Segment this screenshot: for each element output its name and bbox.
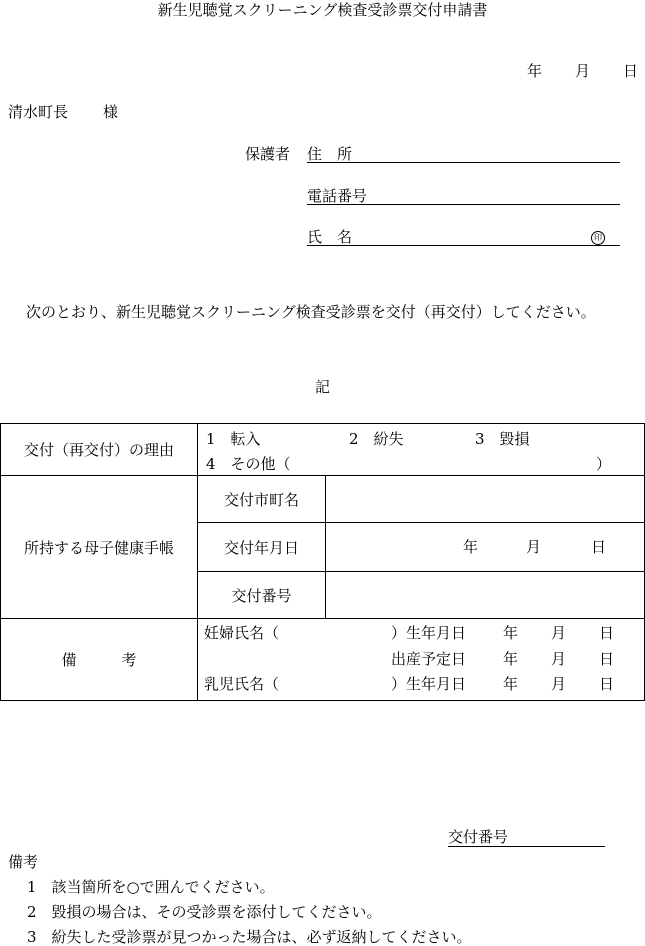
reason-other[interactable]: 4 その他（ [206, 455, 291, 473]
reason-label-cell [1, 424, 198, 476]
remarks-label-cell [1, 619, 198, 701]
handbook-label-cell [1, 476, 198, 619]
handbook-label: 所持する母子健康手帳 [23, 538, 174, 557]
mother-birth-label: ）生年月日 [391, 624, 467, 642]
due-date-year: 年 [503, 650, 519, 668]
form-title: 新生児聴覚スクリーニング検査受診票交付申請書 [157, 1, 488, 19]
footer-issue-number-field[interactable] [448, 830, 605, 847]
date-day: 日 [623, 62, 639, 80]
mother-birth-month: 月 [551, 624, 567, 642]
address-label: 住 所 [307, 145, 353, 163]
note-item-2: 2 毀損の場合は、その受診票を添付してください。 [27, 903, 382, 921]
reason-lost[interactable]: 2 紛失 [349, 430, 404, 448]
phone-label: 電話番号 [307, 187, 368, 205]
request-text: 次のとおり、新生児聴覚スクリーニング検査受診票を交付（再交付）してください。 [26, 303, 596, 321]
infant-birth-label: ）生年月日 [391, 675, 467, 693]
name-field[interactable] [307, 230, 620, 246]
addressee-honorific: 様 [103, 103, 119, 121]
date-year: 年 [527, 62, 543, 80]
remarks-label: 備 考 [61, 651, 137, 669]
reason-other-close: ） [596, 455, 612, 473]
due-date-label: 出産予定日 [391, 650, 467, 668]
issuer-city-input[interactable] [326, 476, 645, 523]
footer-issue-number-label: 交付番号 [448, 828, 509, 846]
remarks-cell[interactable] [198, 619, 645, 701]
issue-date-month: 月 [526, 538, 542, 556]
note-item-1: 1 該当箇所を○で囲んでください。 [27, 878, 275, 896]
mother-name: 妊婦氏名（ [204, 624, 280, 642]
guardian-label: 保護者 [245, 145, 291, 163]
infant-birth-day: 日 [599, 675, 615, 693]
issue-date-label-cell [198, 523, 326, 572]
reason-label: 交付（再交付）の理由 [23, 441, 174, 459]
issue-number-label: 交付番号 [231, 586, 292, 605]
infant-name: 乳児氏名（ [204, 675, 280, 693]
note-item-3: 3 紛失した受診票が見つかった場合は、必ず返納してください。 [27, 928, 472, 946]
phone-field[interactable] [307, 189, 620, 205]
ki-heading: 記 [314, 378, 330, 396]
issuer-city-label-cell [198, 476, 326, 523]
address-field[interactable] [307, 147, 620, 163]
mother-birth-year: 年 [503, 624, 519, 642]
issue-date-day: 日 [591, 538, 607, 556]
issuer-city-label: 交付市町名 [223, 490, 299, 509]
infant-birth-month: 月 [551, 675, 567, 693]
reason-transfer[interactable]: 1 転入 [206, 430, 261, 448]
reason-options-cell[interactable] [198, 424, 645, 476]
infant-birth-year: 年 [503, 675, 519, 693]
due-date-day: 日 [599, 650, 615, 668]
issue-date-input[interactable] [326, 523, 645, 572]
issue-number-input[interactable] [326, 572, 645, 619]
application-table [0, 423, 645, 701]
addressee-name: 清水町長 [8, 103, 69, 121]
name-label: 氏 名 [307, 228, 353, 246]
issue-date-label: 交付年月日 [223, 538, 299, 557]
issue-date-year: 年 [463, 538, 479, 556]
notes-heading: 備考 [8, 853, 39, 871]
issue-number-label-cell [198, 572, 326, 619]
mother-birth-day: 日 [599, 624, 615, 642]
reason-damaged[interactable]: 3 毀損 [475, 430, 530, 448]
due-date-month: 月 [551, 650, 567, 668]
seal-icon: 印 [591, 231, 605, 245]
date-month: 月 [575, 62, 591, 80]
